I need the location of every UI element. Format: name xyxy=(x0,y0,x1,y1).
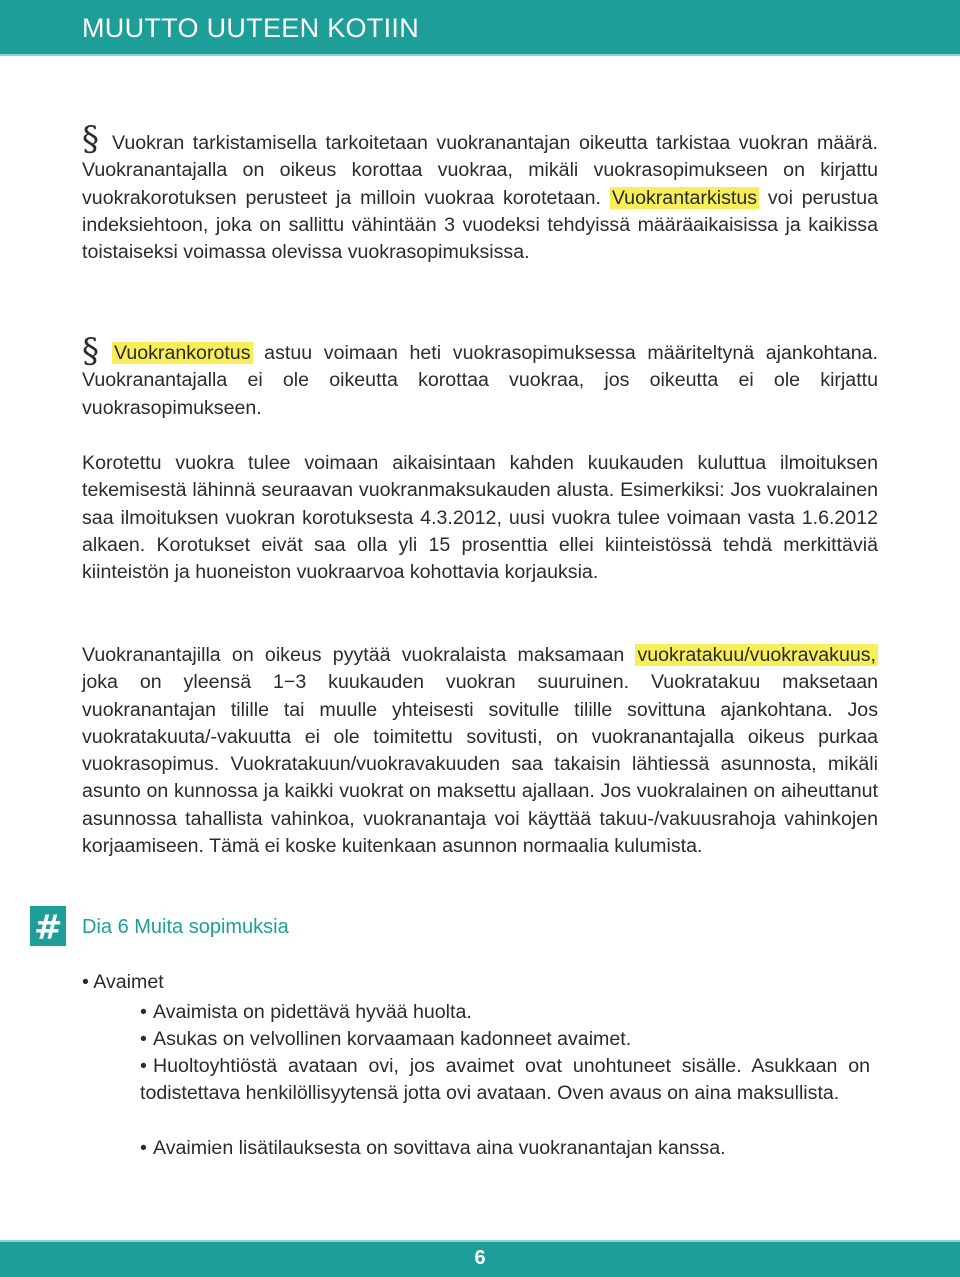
hash-icon xyxy=(30,906,66,946)
page-header xyxy=(0,0,960,56)
highlight-vuokratakuu: vuokratakuu/vuokravakuus, xyxy=(637,644,876,666)
highlight-vuokrantarkistus: Vuokrantarkistus xyxy=(611,186,758,209)
page-footer xyxy=(0,1240,960,1277)
paragraph-rent-increase: Vuokrankorotus astuu voimaan heti vuokrasopimuksessa määriteltynä ajankohtana. Vuokranantajalla ei ole oikeutta korottaa vuokraa, jos oikeutta ei ole kirjattu vuokrasopimukseen. xyxy=(82,342,878,419)
bullet-main-item: • Avaimet xyxy=(82,971,164,993)
svg-text:§: § xyxy=(82,332,99,368)
paragraph-rent-review: Vuokran tarkistamisella tarkoitetaan vuokranantajan oikeutta tarkistaa vuokran määrä. Vuokranantajalla on oikeus korottaa vuokraa, mikäli vuokrasopimukseen on kirjattu vuokrakorotuksen perusteet ja milloin vuokraa korotetaan. Vuokrantarkistus voi perustua indeksiehtoon, joka on sallittu vähintään 3 vuodeksi tehdyissä määräaikaisissa ja kaikissa toistaiseksi voimassa olevissa vuokrasopimuksissa. xyxy=(82,132,878,264)
list-item: • Avaimista on pidettävä hyvää huolta. xyxy=(140,1001,472,1023)
highlight-vuokrankorotus: Vuokrankorotus xyxy=(114,342,251,364)
bullet-dot: • xyxy=(82,971,94,993)
paragraph-deposit: Vuokranantajilla on oikeus pyytää vuokralaista maksamaan vuokratakuu/vuokravakuus, joka on yleensä 1−3 kuukauden vuokran suuruinen. Vuokratakuu maksetaan vuokranantajan tilille tai muulle yhteisesti sovitulle tilille sovittuna ajankohtana. Jos vuokratakuuta/-vakuutta ei ole toimitettu sovitusti, on vuokranantajalla oikeus purkaa vuokrasopimus. Vuokratakuun/vuokravakuuden saa takaisin lähtiessä asunnosta, mikäli asunto on kunnossa ja kaikki vuokrat on maksettu ajallaan. Jos vuokralainen on aiheuttanut asunnossa tahallista vahinkoa, vuokranantaja voi käyttää takuu-/vakuusrahoja vahinkojen korjaamiseen. Tämä ei koske kuitenkaan asunnon normaalia kulumista. xyxy=(82,644,878,858)
slide-reference: Dia 6 Muita sopimuksia xyxy=(82,916,289,938)
svg-text:#: # xyxy=(34,908,63,946)
page-number: 6 xyxy=(474,1247,486,1269)
list-item: • Asukas on velvollinen korvaamaan kadonneet avaimet. xyxy=(140,1028,632,1050)
svg-text:§: § xyxy=(82,120,99,156)
list-item: • Avaimien lisätilauksesta on sovittava aina vuokranantajan kanssa. xyxy=(140,1137,726,1159)
page-title: MUUTTO UUTEEN KOTIIN xyxy=(82,13,420,43)
list-item: • Huoltoyhtiöstä avataan ovi, jos avaimet ovat unohtuneet sisälle. Asukkaan on todistettava henkilöllisyytensä jotta ovi avataan. Oven avaus on aina maksullista. xyxy=(140,1055,870,1105)
paragraph-increase-timing: Korotettu vuokra tulee voimaan aikaisintaan kahden kuukauden kuluttua ilmoituksen tekemisestä lähinnä seuraavan vuokranmaksukauden alusta. Esimerkiksi: Jos vuokralainen saa ilmoituksen vuokran korotuksesta 4.3.2012, uusi vuokra tulee voimaan vasta 1.6.2012 alkaen. Korotukset eivät saa olla yli 15 prosenttia ellei kiinteistössä tehdä merkittäviä kiinteistön ja huoneiston vuokraarvoa kohottavia korjauksia. xyxy=(82,452,878,584)
